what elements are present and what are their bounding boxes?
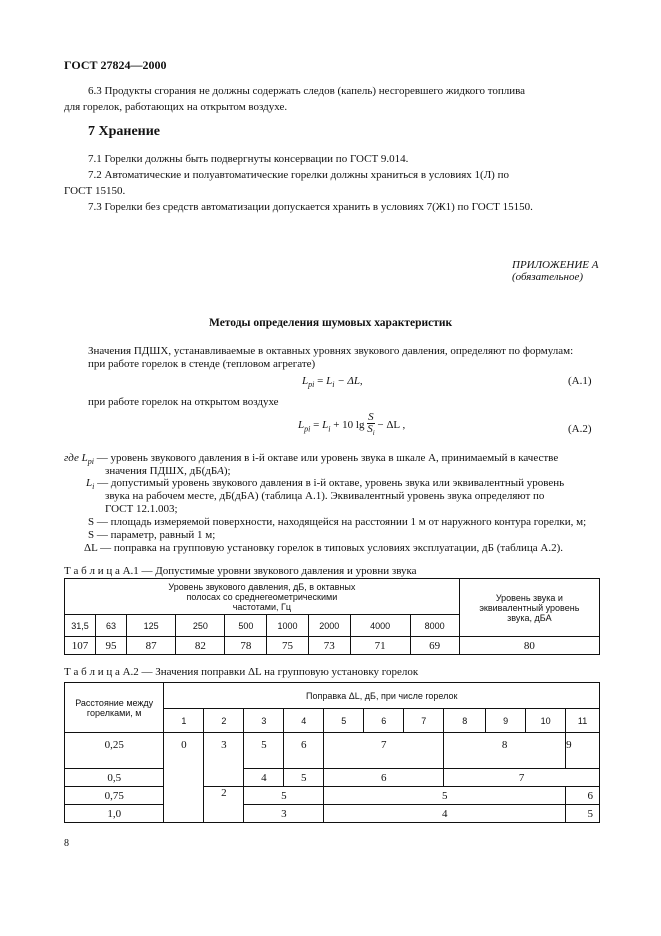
intro-line3: при работе горелок на открытом воздухе [88,396,279,408]
def-lpi-text: — уровень звукового давления в i-й октаве или уровень звука в шкале A, принимаемый в качестве [93,452,559,464]
table1-head-right: Уровень звука и эквивалентный уровень звука, дБA [459,579,599,637]
table2-count: 8 [444,709,486,733]
table2-count: 4 [284,709,324,733]
f2-li-sub: i [328,424,331,434]
table1-value: 87 [127,637,176,655]
para-7-2-line1: 7.2 Автоматические и полуавтоматические горелки должны храниться в условиях 1(Л) по [88,169,509,181]
table2-head-main: Поправка ΔL, дБ, при числе горелок [164,683,600,709]
table2-cell: 8 [444,733,566,769]
def-lpi-text2: значения ПДШХ, дБ(дБ [105,465,218,477]
page-number: 8 [64,838,69,849]
appendix-title: ПРИЛОЖЕНИЕ А [512,259,599,271]
para-7-3: 7.3 Горелки без средств автоматизации допускается хранить в условиях 7(Ж1) по ГОСТ 15150. [88,201,533,213]
table2-cell: 7 [324,733,444,769]
formula-a2 [298,412,405,439]
document-header: ГОСТ 27824—2000 [64,58,167,72]
formula-a2-number: (A.2) [568,423,592,435]
f2-lhs-sub: pi [304,424,311,434]
f1-lhs-sub: pi [308,380,315,390]
table1-value: 71 [350,637,410,655]
table2-cell: 4 [324,805,566,823]
table2-cell: 6 [284,733,324,769]
table2-cell: 9 [566,733,600,769]
table2-count: 3 [244,709,284,733]
table2-distance: 0,25 [65,733,164,769]
table1-head-main: Уровень звукового давления, дБ, в октавных полосах со среднегеометрическими частотами, Гц [65,579,460,615]
table1-level: 80 [459,637,599,655]
table2-cell: 4 [244,769,284,787]
table2-count: 11 [566,709,600,733]
f2-fraction [367,412,374,439]
def-li-line2: звука на рабочем месте, дБ(дБA) (таблица А.1). Эквивалентный уровень звука определяют по [105,490,545,502]
table2-cell: 5 [284,769,324,787]
f1-lhs: L [302,375,309,387]
table2-cell: 2 [204,787,244,823]
def-s-param: S — параметр, равный 1 м; [88,529,216,541]
table2-count: 5 [324,709,364,733]
f1-eq: = [314,375,327,387]
table2-caption: Т а б л и ц а А.2 — Значения поправки ΔL на групповую установку горелок [64,666,419,678]
table2-cell: 3 [204,733,244,787]
f1-li-sub: i [332,380,335,390]
table1-freq: 250 [176,615,225,637]
para-7-1: 7.1 Горелки должны быть подвергнуты консервации по ГОСТ 9.014. [88,153,409,165]
section-7-heading: 7 Хранение [88,124,161,139]
table2-distance: 1,0 [65,805,164,823]
table2-count: 2 [204,709,244,733]
table-a2 [64,682,600,823]
table1-freq: 500 [225,615,267,637]
table1-value: 73 [308,637,350,655]
formula-a1-number: (A.1) [568,375,592,387]
table2-cell: 6 [566,787,600,805]
table1-value: 78 [225,637,267,655]
f2-li: L [322,419,329,432]
f2-numerator: S [368,411,374,423]
appendix-heading: Методы определения шумовых характеристик [209,317,453,329]
table-a1 [64,578,600,655]
table1-freq: 31,5 [65,615,96,637]
def-li-line3: ГОСТ 12.1.003; [105,503,178,515]
f2-denominator-sub: i [372,429,375,438]
table1-value: 69 [410,637,459,655]
f2-lhs: L [298,419,305,432]
table2-cell: 6 [324,769,444,787]
table1-value: 82 [176,637,225,655]
table2-head-left: Расстояние между горелками, м [65,683,164,733]
table2-count: 7 [404,709,444,733]
table2-distance: 0,5 [65,769,164,787]
formula-a1 [302,374,363,393]
f1-rhs: − ΔL, [334,375,363,387]
table1-freq: 2000 [308,615,350,637]
table1-freq: 63 [96,615,127,637]
table2-count: 1 [164,709,204,733]
table1-freq: 4000 [350,615,410,637]
table1-value: 107 [65,637,96,655]
para-6-3-line2: для горелок, работающих на открытом воздухе. [64,101,288,113]
def-lpi-sub: pi [87,457,94,467]
table1-value: 95 [96,637,127,655]
table2-cell: 0 [164,733,204,823]
intro-line2: при работе горелок в стенде (тепловом агрегате) [88,358,316,370]
table2-cell: 7 [444,769,600,787]
table2-cell: 5 [324,787,566,805]
f2-tail: − ΔL , [374,419,406,432]
f1-li: L [326,375,333,387]
table2-cell: 5 [244,733,284,769]
def-s: S — площадь измеряемой поверхности, находящейся на расстоянии 1 м от наружного контура горелки, м; [88,516,587,528]
def-li-sub: i [92,482,95,492]
def-li-text: — допустимый уровень звукового давления в i-й октаве, уровень звука или эквивалентный уровень [94,477,565,489]
f2-plus: + 10 lg [330,419,368,432]
table1-value: 75 [267,637,309,655]
def-lpi-end: ); [223,465,231,477]
table2-distance: 0,75 [65,787,164,805]
table1-freq: 1000 [267,615,309,637]
table2-cell: 3 [244,805,324,823]
appendix-note: (обязательное) [512,271,584,283]
table2-count: 9 [486,709,526,733]
table2-count: 6 [364,709,404,733]
def-lpi-symbol: где L [64,452,88,464]
f2-eq: = [310,419,323,432]
def-delta-l: ΔL — поправка на групповую установку горелок в типовых условиях эксплуатации, дБ (таблица А.2). [84,542,563,554]
def-lpi-unit: A [217,465,224,477]
para-6-3-line1: 6.3 Продукты сгорания не должны содержать следов (капель) несгоревшего жидкого топлива [88,85,526,97]
f2-denominator: S [367,423,373,435]
table1-freq: 125 [127,615,176,637]
def-li-symbol: L [86,477,93,489]
intro-line1: Значения ПДШХ, устанавливаемые в октавных уровнях звукового давления, определяют по формулам: [88,345,574,357]
table2-cell: 5 [244,787,324,805]
para-7-2-line2: ГОСТ 15150. [64,185,126,197]
table1-caption: Т а б л и ц а А.1 — Допустимые уровни звукового давления и уровни звука [64,565,417,577]
table1-freq: 8000 [410,615,459,637]
table2-cell: 5 [566,805,600,823]
table2-count: 10 [526,709,566,733]
